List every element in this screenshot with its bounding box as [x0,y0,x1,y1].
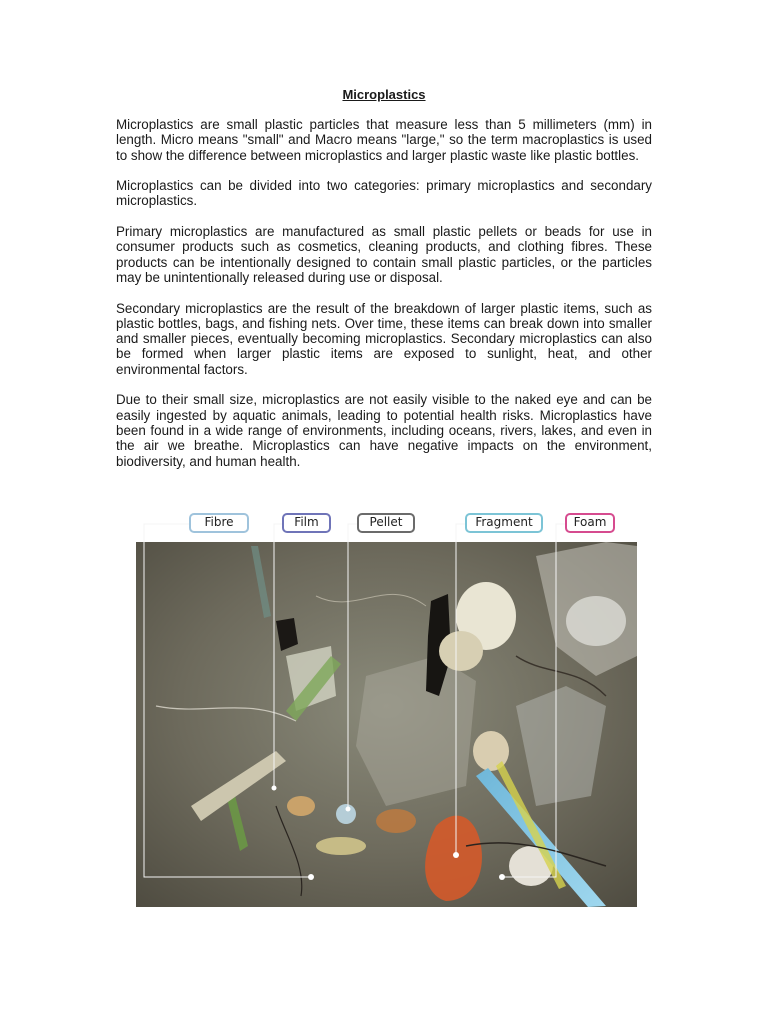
label-foam: Foam [565,513,615,533]
label-fibre: Fibre [189,513,249,533]
label-pellet: Pellet [357,513,415,533]
paragraph-primary: Primary microplastics are manufactured as small plastic pellets or beads for use in consumer products such as cosmetics, cleaning products, and clothing fibres. These products can be intentionally designed to contain small plastic particles, or the particles may be unintentionally released during use or disposal. [116,224,652,285]
body-text [116,117,652,484]
paragraph-secondary: Secondary microplastics are the result of the breakdown of larger plastic items, such as plastic bottles, bags, and fishing nets. Over time, these items can break down into smaller and smaller pieces, eventually becoming microplastics. Secondary microplastics can also be formed when larger plastic items are exposed to sunlight, heat, and other environmental factors. [116,300,652,377]
paragraph-categories: Microplastics can be divided into two categories: primary microplastics and secondary microplastics. [116,178,652,209]
microplastics-photo [136,506,637,907]
paragraph-impacts: Due to their small size, microplastics are not easily visible to the naked eye and can be easily ingested by aquatic animals, leading to potential health risks. Microplastics have been found in a wide range of environments, including oceans, rivers, lakes, and even in the air we breathe. Microplastics can have negative impacts on the environment, biodiversity, and human health. [116,392,652,469]
microplastics-figure [136,506,637,907]
page-title: Microplastics [342,87,426,102]
label-film: Film [282,513,331,533]
paragraph-definition: Microplastics are small plastic particles that measure less than 5 millimeters (mm) in length. Micro means "small" and Macro means "large," so the term macroplastics is used to show the difference between microplastics and larger plastic waste like plastic bottles. [116,117,652,163]
label-fragment: Fragment [465,513,543,533]
